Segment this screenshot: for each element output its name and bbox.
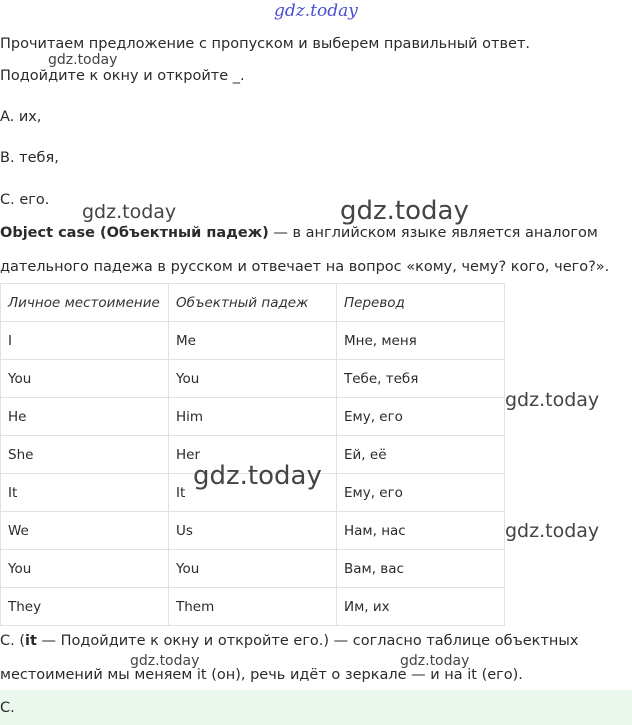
header-translation: Перевод xyxy=(337,284,505,322)
conclusion-it: it xyxy=(25,633,37,649)
option-c: C. его. xyxy=(0,192,50,208)
explanation-line-2: дательного падежа в русском и отвечает на вопрос «кому, чему? кого, чего?». xyxy=(0,259,610,275)
pronoun-cell: She xyxy=(1,436,169,474)
header-personal-pronoun: Личное местоимение xyxy=(1,284,169,322)
watermark: gdz.today xyxy=(130,653,200,669)
table-row xyxy=(1,588,505,626)
watermark: gdz.today xyxy=(340,196,469,226)
pronoun-cell: You xyxy=(1,360,169,398)
watermark: gdz.today xyxy=(48,52,118,68)
object-case-cell: Me xyxy=(169,322,337,360)
pronoun-cell: They xyxy=(1,588,169,626)
translation-cell: Ему, его xyxy=(337,398,505,436)
table-row xyxy=(1,322,505,360)
pronoun-cell: It xyxy=(1,474,169,512)
answer-box xyxy=(0,690,632,725)
pronoun-cell: You xyxy=(1,550,169,588)
table-row xyxy=(1,512,505,550)
watermark: gdz.today xyxy=(400,653,470,669)
translation-cell: Нам, нас xyxy=(337,512,505,550)
answer-label: C. xyxy=(0,700,15,716)
pronoun-table xyxy=(0,283,505,626)
translation-cell: Вам, вас xyxy=(337,550,505,588)
explanation-line-1 xyxy=(0,223,598,243)
object-case-cell: Them xyxy=(169,588,337,626)
object-case-term: Object case (Объектный падеж) xyxy=(0,225,269,241)
translation-cell: Мне, меня xyxy=(337,322,505,360)
conclusion-line-2: местоимений мы меняем it (он), речь идёт о зеркале — и на it (его). xyxy=(0,667,523,683)
header-object-case: Объектный падеж xyxy=(169,284,337,322)
object-case-cell: You xyxy=(169,360,337,398)
object-case-cell: You xyxy=(169,550,337,588)
watermark-top: gdz.today xyxy=(274,1,358,21)
translation-cell: Ей, её xyxy=(337,436,505,474)
translation-cell: Им, их xyxy=(337,588,505,626)
watermark: gdz.today xyxy=(82,201,177,223)
object-case-cell: It xyxy=(169,474,337,512)
table-row xyxy=(1,550,505,588)
watermark: gdz.today xyxy=(193,461,322,491)
watermark: gdz.today xyxy=(505,520,600,542)
task-sentence: Подойдите к окну и откройте _. xyxy=(0,68,245,84)
object-case-cell: Her xyxy=(169,436,337,474)
table-row xyxy=(1,398,505,436)
object-case-cell: Us xyxy=(169,512,337,550)
intro-sentence: Прочитаем предложение с пропуском и выберем правильный ответ. xyxy=(0,36,531,52)
pronoun-cell: I xyxy=(1,322,169,360)
table-header-row xyxy=(1,284,505,322)
conclusion-line-1 xyxy=(0,631,578,651)
option-a: A. их, xyxy=(0,109,42,125)
translation-cell: Ему, его xyxy=(337,474,505,512)
pronoun-cell: He xyxy=(1,398,169,436)
option-b: B. тебя, xyxy=(0,150,59,166)
watermark: gdz.today xyxy=(505,389,600,411)
table-row xyxy=(1,360,505,398)
translation-cell: Тебе, тебя xyxy=(337,360,505,398)
conclusion-prefix: C. ( xyxy=(0,633,25,649)
pronoun-cell: We xyxy=(1,512,169,550)
conclusion-line-1-rest: — Подойдите к окну и откройте его.) — согласно таблице объектных xyxy=(36,633,579,649)
object-case-cell: Him xyxy=(169,398,337,436)
explanation-line-1-rest: — в английском языке является аналогом xyxy=(268,225,598,241)
